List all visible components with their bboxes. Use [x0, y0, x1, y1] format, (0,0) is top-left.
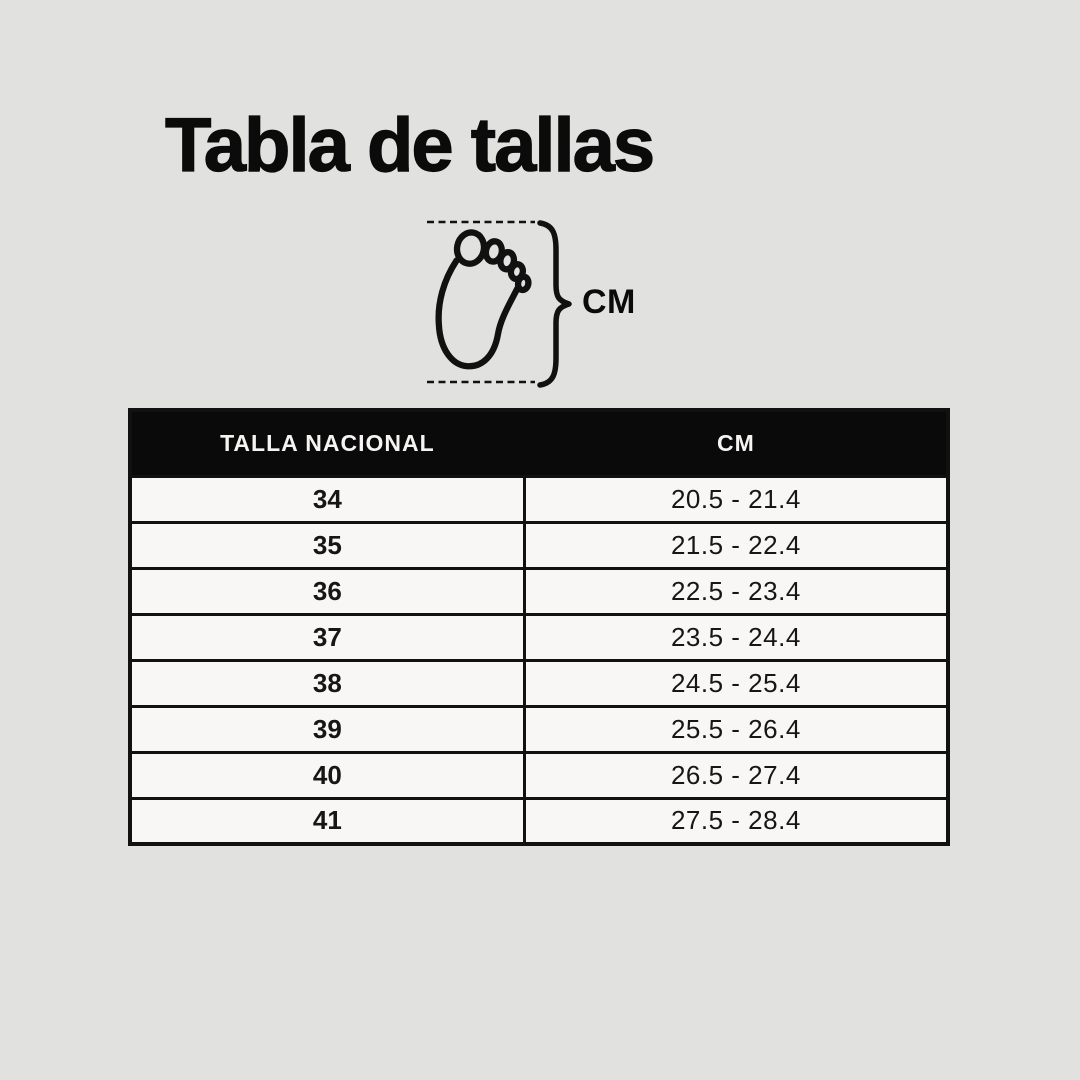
table-row — [130, 660, 948, 706]
cm-range-value: 23.5 - 24.4 — [524, 614, 948, 660]
table-row — [130, 706, 948, 752]
cm-range-value: 22.5 - 23.4 — [524, 568, 948, 614]
table-row — [130, 752, 948, 798]
size-value: 40 — [130, 752, 524, 798]
size-value: 41 — [130, 798, 524, 844]
cm-range-value: 25.5 - 26.4 — [524, 706, 948, 752]
cm-range-value: 21.5 - 22.4 — [524, 522, 948, 568]
size-value: 38 — [130, 660, 524, 706]
size-value: 36 — [130, 568, 524, 614]
table-row — [130, 568, 948, 614]
table-row — [130, 614, 948, 660]
foot-measurement-figure — [425, 215, 695, 395]
table-row — [130, 522, 948, 568]
cm-range-value: 26.5 - 27.4 — [524, 752, 948, 798]
size-value: 35 — [130, 522, 524, 568]
unit-label: CM — [582, 283, 636, 321]
bottom-dashed-measure-line — [427, 380, 535, 384]
page-title: Tabla de tallas — [165, 103, 654, 188]
table-row — [130, 798, 948, 844]
column-header-talla-nacional: TALLA NACIONAL — [130, 410, 524, 476]
table-header-row — [130, 410, 948, 476]
cm-range-value: 27.5 - 28.4 — [524, 798, 948, 844]
foot-outline-icon — [431, 224, 541, 384]
cm-range-value: 20.5 - 21.4 — [524, 476, 948, 522]
size-value: 39 — [130, 706, 524, 752]
size-value: 37 — [130, 614, 524, 660]
size-value: 34 — [130, 476, 524, 522]
cm-range-value: 24.5 - 25.4 — [524, 660, 948, 706]
table-row — [130, 476, 948, 522]
size-chart-table — [128, 408, 950, 846]
column-header-cm: CM — [524, 410, 948, 476]
measurement-brace-icon — [537, 219, 573, 389]
